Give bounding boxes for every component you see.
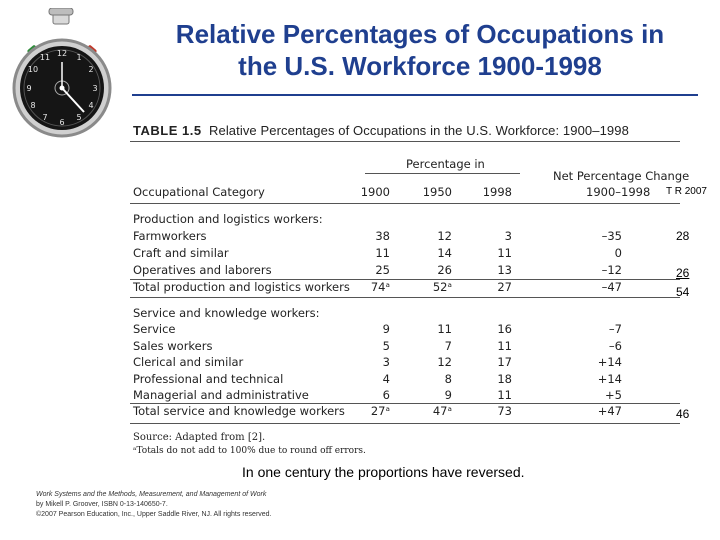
group-header-rule: [365, 173, 520, 174]
table-cell-change: –35: [601, 229, 622, 243]
table-cell-v1950: 26: [437, 263, 452, 277]
table-row-category: Craft and similar: [133, 246, 229, 260]
table-cell-v1950: 12: [437, 229, 452, 243]
table-cell-v1950: 12: [437, 355, 452, 369]
table-cell-v1900: 4: [382, 372, 390, 386]
table-cell-v1998: 11: [497, 339, 512, 353]
table-row-category: Clerical and similar: [133, 355, 244, 369]
table-row-category: Sales workers: [133, 339, 213, 353]
table-cell-v1900: 27ᵃ: [370, 404, 390, 418]
annotation-46: 46: [676, 407, 690, 421]
table-row-category: Professional and technical: [133, 372, 284, 386]
table-cell-change: –12: [601, 263, 622, 277]
table-cell-change: +5: [605, 388, 622, 402]
slide-title-line1: Relative Percentages of Occupations in: [175, 19, 665, 49]
header-1998: 1998: [482, 185, 512, 199]
stopwatch-icon: [6, 8, 118, 138]
table-cell-v1950: 52ᵃ: [432, 280, 452, 294]
table-cell-v1998: 16: [497, 322, 512, 336]
table-cell-change: 0: [614, 246, 622, 260]
table-cell-v1900: 3: [382, 355, 390, 369]
table-cell-change: –47: [601, 280, 622, 294]
svg-text:12: 12: [56, 49, 68, 58]
table-cell-v1900: 38: [375, 229, 390, 243]
table-row-category: Operatives and laborers: [133, 263, 272, 277]
table-cell-v1998: 13: [497, 263, 512, 277]
table-cell-v1998: 18: [497, 372, 512, 386]
table-row-category: Production and logistics workers:: [133, 212, 323, 226]
header-1900: 1900: [360, 185, 390, 199]
svg-text:4: 4: [88, 101, 94, 110]
table-cell-v1900: 9: [382, 322, 390, 336]
table-cell-v1998: 3: [504, 229, 512, 243]
table-cell-v1900: 11: [375, 246, 390, 260]
table-caption: [133, 123, 629, 138]
svg-text:11: 11: [39, 53, 51, 62]
annotation-28: 28: [676, 229, 690, 243]
table-cell-v1900: 74ᵃ: [370, 280, 390, 294]
table-cell-v1998: 17: [497, 355, 512, 369]
annotation-26: 26: [676, 266, 690, 280]
credits: [36, 490, 272, 520]
section-rule: [130, 297, 680, 298]
summary-statement: In one century the proportions have reversed.: [242, 464, 525, 480]
table-cell-v1950: 14: [437, 246, 452, 260]
title-divider: [132, 94, 698, 96]
table-caption-label: TABLE 1.5: [133, 123, 202, 138]
svg-text:10: 10: [27, 65, 39, 74]
table-cell-v1998: 73: [497, 404, 512, 418]
table-row-category: Service: [133, 322, 176, 336]
svg-text:3: 3: [92, 84, 98, 93]
header-category: Occupational Category: [133, 185, 265, 199]
table-row-category: Total production and logistics workers: [133, 280, 350, 294]
header-net-change: Net Percentage Change: [553, 169, 690, 183]
table-bottom-rule: [130, 423, 680, 424]
table-top-rule: [130, 141, 680, 142]
credit-line-2: by Mikell P. Groover, ISBN 0-13-140650-7.: [36, 501, 168, 508]
header-bottom-rule: [130, 203, 680, 204]
table-cell-v1900: 6: [382, 388, 390, 402]
table-cell-change: –7: [608, 322, 622, 336]
table-cell-v1950: 7: [444, 339, 452, 353]
svg-text:7: 7: [42, 113, 48, 122]
header-1950: 1950: [422, 185, 452, 199]
table-cell-v1950: 9: [444, 388, 452, 402]
svg-text:2: 2: [88, 65, 94, 74]
table-caption-text: Relative Percentages of Occupations in the U.S. Workforce: 1900–1998: [209, 123, 629, 138]
svg-text:5: 5: [76, 113, 82, 122]
tr-label: T R 2007: [666, 186, 707, 197]
table-cell-v1998: 11: [497, 246, 512, 260]
table-cell-v1998: 11: [497, 388, 512, 402]
table-row-category: Farmworkers: [133, 229, 207, 243]
svg-text:1: 1: [76, 53, 82, 62]
table-cell-v1950: 11: [437, 322, 452, 336]
slide-title: [130, 18, 710, 82]
slide-title-line2: the U.S. Workforce 1900-1998: [238, 51, 602, 81]
table-source: Source: Adapted from [2].: [133, 432, 266, 443]
table-cell-v1950: 8: [444, 372, 452, 386]
table-note: ᵃTotals do not add to 100% due to round off errors.: [133, 446, 366, 456]
table-row-category: Service and knowledge workers:: [133, 306, 320, 320]
table-row-category: Managerial and administrative: [133, 388, 309, 402]
credit-line-3: ©2007 Pearson Education, Inc., Upper Saddle River, NJ. All rights reserved.: [36, 511, 272, 518]
header-percentage-in: Percentage in: [406, 157, 485, 171]
annotation-54: 54: [676, 285, 690, 299]
svg-text:9: 9: [26, 84, 32, 93]
table-cell-v1900: 25: [375, 263, 390, 277]
table-cell-change: +14: [597, 372, 622, 386]
table-cell-change: +14: [597, 355, 622, 369]
table-cell-v1900: 5: [382, 339, 390, 353]
table-cell-v1950: 47ᵃ: [432, 404, 452, 418]
svg-text:6: 6: [59, 118, 65, 127]
header-change-period: 1900–1998: [586, 185, 651, 199]
table-cell-change: –6: [608, 339, 622, 353]
table-row-category: Total service and knowledge workers: [133, 404, 345, 418]
credit-line-1: Work Systems and the Methods, Measurement, and Management of Work: [36, 491, 267, 498]
svg-text:8: 8: [30, 101, 36, 110]
table-cell-v1998: 27: [497, 280, 512, 294]
table-cell-change: +47: [597, 404, 622, 418]
